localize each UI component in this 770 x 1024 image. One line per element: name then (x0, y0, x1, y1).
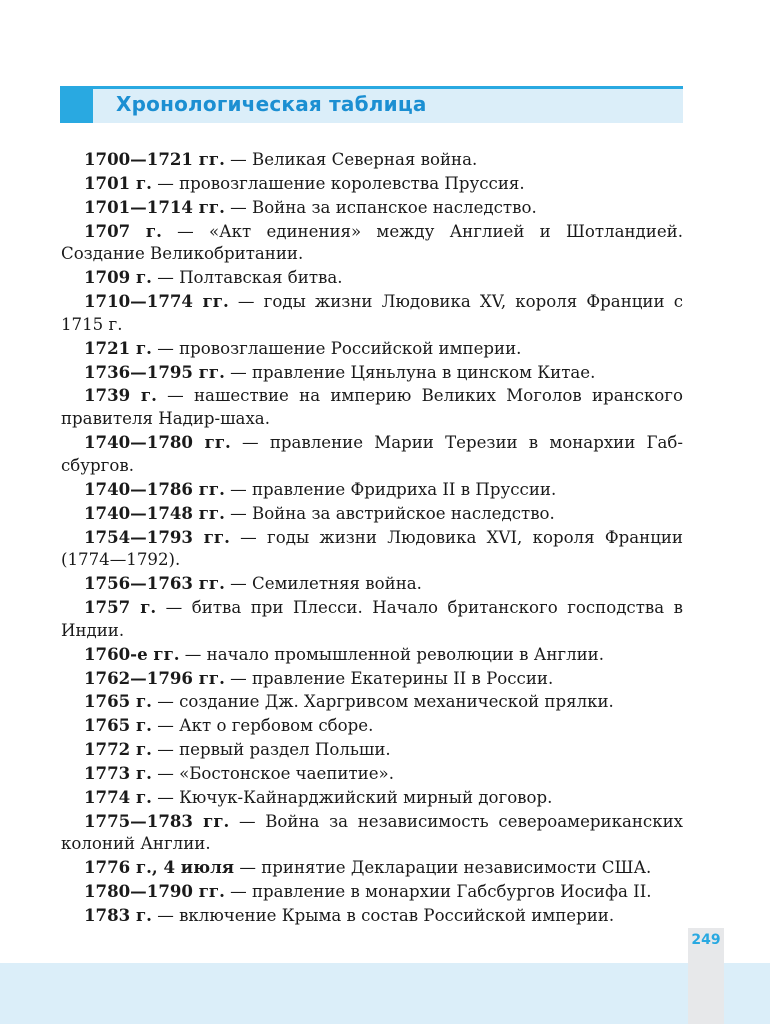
chronology-list (61, 148, 683, 928)
entry-date: 1700—1721 гг. (84, 149, 225, 169)
page-title: Хронологическая таблица (116, 92, 427, 116)
entry-text: — годы жизни Людовика XVI, короля Франции (1774—1792). (61, 527, 683, 570)
entry-date: 1756—1763 гг. (84, 573, 225, 594)
entry-date: 1740—1780 гг. (84, 432, 231, 453)
list-item (61, 148, 683, 172)
footer-band (0, 963, 770, 1024)
entry-text: — годы жизни Людовика XV, короля Франции с 1715 г. (61, 292, 683, 334)
list-item (61, 762, 683, 786)
entry-text: — Великая Северная война. (224, 150, 478, 169)
list-item (61, 220, 683, 267)
list-item (61, 431, 683, 478)
entry-text: — Кючук-Кайнарджийский мирный договор. (151, 787, 553, 807)
entry-date: 1701—1714 гг. (84, 196, 225, 217)
list-item (61, 786, 683, 810)
entry-date: 1765 г. (84, 715, 152, 736)
entry-date: 1757 г. (84, 597, 157, 618)
entry-date: 1762—1796 гг. (84, 667, 225, 688)
entry-text: — включение Крыма в состав Российской империи. (151, 906, 615, 925)
list-item (61, 880, 683, 904)
list-item (61, 643, 683, 667)
list-item (61, 361, 683, 385)
entry-date: 1707 г. (84, 220, 162, 241)
section-header (60, 86, 683, 123)
entry-date: 1774 г. (84, 786, 152, 807)
entry-text: — правление Цяньлуна в цинском Китае. (224, 362, 596, 382)
entry-text: — провозглашение Российской империи. (151, 338, 522, 358)
entry-date: 1701 г. (84, 172, 152, 193)
entry-text: — Полтавская битва. (151, 268, 343, 288)
entry-date: 1710—1774 гг. (84, 291, 229, 312)
entry-text: — Война за испанское наследство. (224, 197, 537, 217)
list-item (61, 172, 683, 196)
entry-text: — Семилетняя война. (224, 574, 422, 594)
entry-date: 1739 г. (84, 385, 157, 406)
entry-text: — провозглашение королевства Пруссия. (151, 173, 525, 193)
entry-text: — правление в монархии Габсбургов Иосифа II. (224, 882, 652, 902)
list-item (61, 572, 683, 596)
entry-date: 1736—1795 гг. (84, 361, 225, 382)
entry-text: — правление Фридриха II в Пруссии. (224, 479, 557, 499)
entry-text: — нашествие на империю Великих Моголов иранского правителя Надир-шаха. (61, 386, 683, 429)
entry-text: — битва при Плесси. Начало британского господства в Индии. (61, 598, 683, 640)
entry-date: 1740—1786 гг. (84, 478, 225, 499)
list-item (61, 290, 683, 337)
entry-date: 1772 г. (84, 739, 152, 760)
entry-text: — Война за австрийское наследство. (224, 503, 555, 523)
list-item (61, 738, 683, 762)
page-number: 249 (691, 932, 721, 948)
list-item (61, 478, 683, 502)
header-accent-block (60, 86, 93, 123)
entry-date: 1775—1783 гг. (84, 810, 230, 831)
entry-date: 1773 г. (84, 762, 152, 783)
list-item (61, 714, 683, 738)
entry-date: 1776 г., 4 июля (84, 857, 235, 878)
entry-date: 1740—1748 гг. (84, 502, 225, 523)
entry-text: — начало промышленной революции в Англии. (179, 644, 605, 664)
list-item (61, 856, 683, 880)
entry-date: 1765 г. (84, 691, 152, 712)
list-item (61, 384, 683, 431)
entry-date: 1721 г. (84, 337, 152, 358)
entry-date: 1780—1790 гг. (84, 881, 225, 902)
list-item (61, 596, 683, 643)
entry-date: 1709 г. (84, 267, 152, 288)
list-item (61, 904, 683, 928)
entry-text: — Акт о гербовом сборе. (151, 716, 374, 736)
list-item (61, 337, 683, 361)
entry-date: 1783 г. (84, 905, 152, 925)
page-number-tab (688, 928, 724, 1024)
entry-text: — первый раздел Польши. (151, 740, 391, 760)
entry-date: 1754—1793 гг. (84, 526, 230, 547)
list-item (61, 266, 683, 290)
list-item (61, 196, 683, 220)
list-item (61, 667, 683, 691)
list-item (61, 526, 683, 573)
entry-text: — Война за независимость североамериканских колоний Англии. (61, 811, 683, 854)
entry-text: — принятие Декларации независимости США. (234, 858, 652, 878)
list-item (61, 810, 683, 857)
entry-text: — «Бостонское чаепитие». (151, 763, 394, 783)
list-item (61, 502, 683, 526)
entry-date: 1760-е гг. (84, 643, 180, 664)
entry-text: — правление Екатерины II в России. (224, 668, 554, 688)
entry-text: — создание Дж. Харгривсом механической прялки. (151, 692, 614, 712)
entry-text: — правление Марии Терезии в монархии Габсбургов. (61, 433, 683, 475)
entry-text: — «Акт единения» между Англией и Шотландией. Создание Великобритании. (61, 221, 683, 264)
list-item (61, 690, 683, 714)
